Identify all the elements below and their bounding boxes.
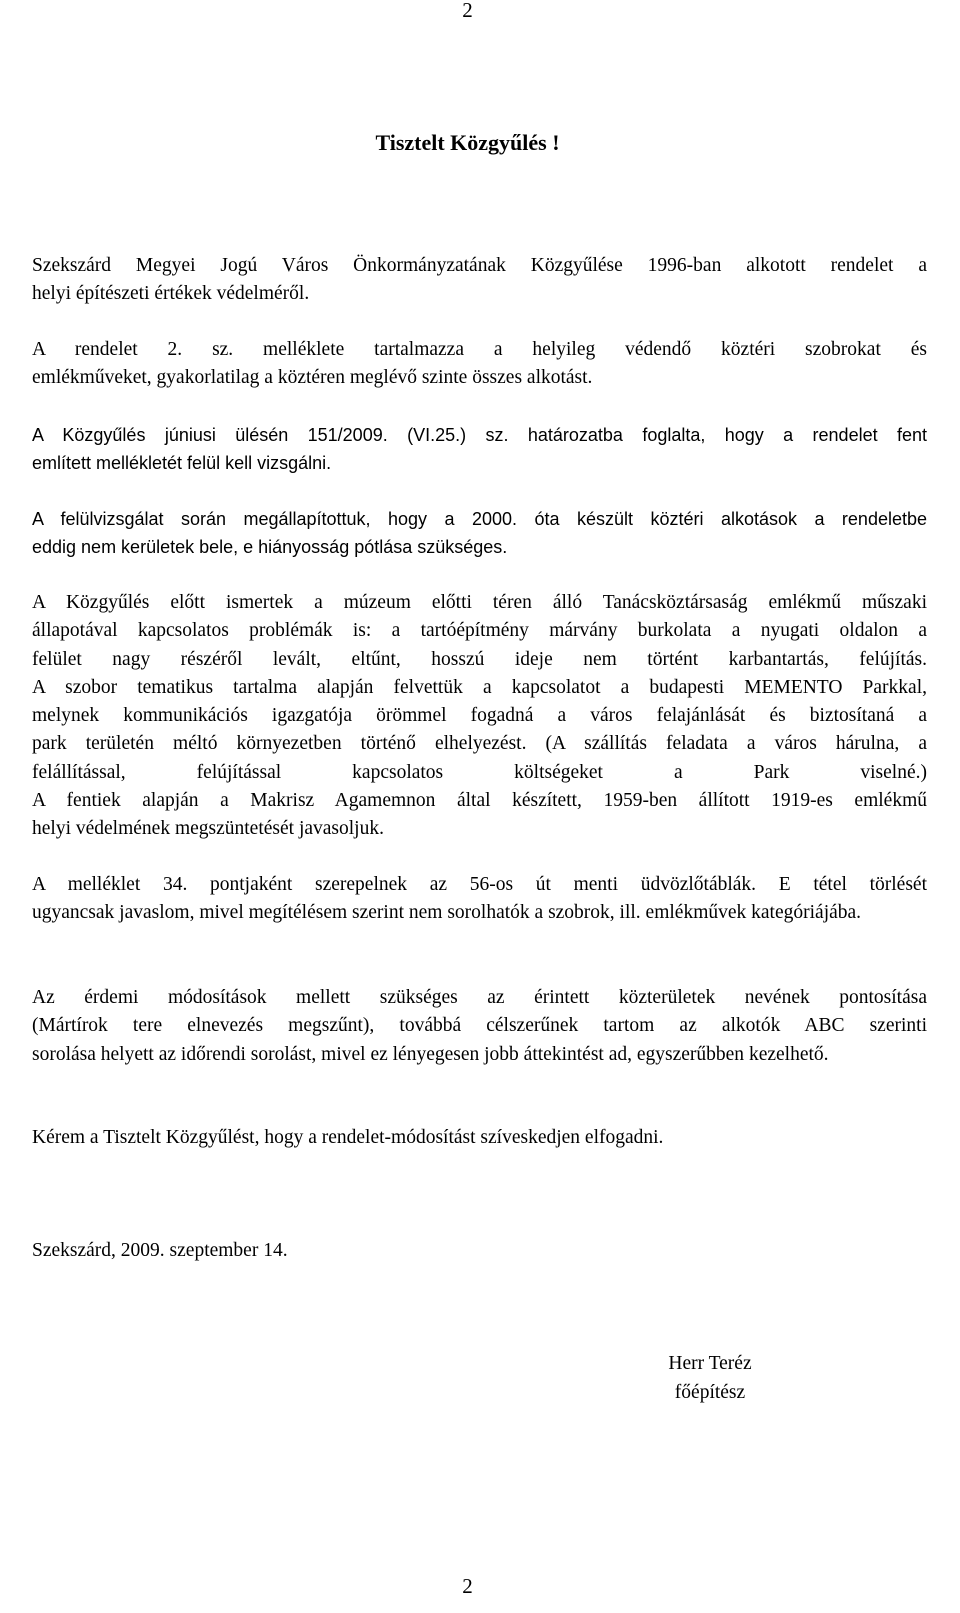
paragraph-annex xyxy=(32,336,927,393)
paragraph-signs xyxy=(32,871,927,928)
text-line: helyi védelmének megszüntetését javasoljuk. xyxy=(32,818,384,840)
text-line: kezelhető. xyxy=(748,1043,829,1065)
text-line: sorolása helyett az időrendi sorolást, mivel ez lényegesen jobb áttekintést ad, egyszerűbben xyxy=(32,1043,745,1065)
text-line: eddig nem kerületek bele, e hiányosság pótlása szükséges. xyxy=(32,537,508,558)
text-line: A szobor tematikus tartalma alapján felvettük a kapcsolatot a budapesti MEMENTO Parkkal, xyxy=(32,676,927,698)
text-line: Szekszárd Megyei Jogú Város Önkormányzatának Közgyűlése 1996-ban alkotott rendelet a xyxy=(32,255,927,276)
text-line: említett mellékletét felül kell vizsgálni. xyxy=(32,453,332,474)
text-line: A rendelet 2. sz. melléklete tartalmazza a helyileg védendő köztéri szobrokat és xyxy=(32,339,927,360)
text-line: helyi építészeti értékek védelméről. xyxy=(32,283,310,305)
text-line: emlékműveket, gyakorlatilag a köztéren meglévő szinte összes alkotást. xyxy=(32,367,593,389)
paragraph-modifications xyxy=(32,984,927,1069)
text-line: felállítással, felújítással kapcsolatos költségeket a Park viselné.) xyxy=(32,761,927,783)
text-line: Kérem a Tisztelt Közgyűlést, hogy a rendelet-módosítást szíveskedjen elfogadni. xyxy=(32,1127,664,1148)
text-line: A melléklet 34. pontjaként szerepelnek az 56-os út menti üdvözlőtáblák. E tétel törlését xyxy=(32,874,927,895)
paragraph-monument xyxy=(32,589,927,844)
paragraph-request xyxy=(32,1124,927,1152)
place-and-date: Szekszárd, 2009. szeptember 14. xyxy=(32,1240,288,1261)
text-line: melynek kommunikációs igazgatója örömmel fogadná a város felajánlását és biztosítaná a xyxy=(32,705,927,727)
text-line: park területén méltó környezetben történő elhelyezést. (A szállítás feladata a város hárulna, a xyxy=(32,733,927,755)
text-line: állapotával kapcsolatos problémák is: a tartóépítmény márvány burkolata a nyugati oldalon a xyxy=(32,620,927,642)
text-line: felület nagy részéről levált, eltűnt, hosszú ideje nem történt karbantartás, felújítás. xyxy=(32,648,927,670)
text-line: ugyancsak javaslom, mivel megítélésem szerint nem sorolhatók a szobrok, ill. emlékművek xyxy=(32,902,747,924)
paragraph-review xyxy=(32,505,927,562)
text-line: Az érdemi módosítások mellett szükséges az érintett közterületek nevének pontosítása xyxy=(32,987,927,1008)
signature-block xyxy=(630,1350,790,1407)
page-number-top: 2 xyxy=(462,0,473,22)
page-number-bottom: 2 xyxy=(462,1574,473,1598)
text-line: A Közgyűlés júniusi ülésén 151/2009. (VI.25.) sz. határozatba foglalta, hogy a rendelet fent xyxy=(32,425,927,445)
paragraph-intro xyxy=(32,252,927,309)
signatory-name: Herr Teréz xyxy=(668,1353,752,1374)
document-title: Tisztelt Közgyűlés ! xyxy=(375,130,560,155)
text-line: A felülvizsgálat során megállapítottuk, hogy a 2000. óta készült köztéri alkotások a rendeletbe xyxy=(32,509,927,529)
text-line: (Mártírok tere elnevezés megszűnt), továbbá célszerűnek tartom az alkotók ABC szerinti xyxy=(32,1015,927,1037)
text-line: A Közgyűlés előtt ismertek a múzeum előtti téren álló Tanácsköztársaság emlékmű műszaki xyxy=(32,592,927,613)
text-line: kategóriájába. xyxy=(751,902,862,924)
paragraph-resolution xyxy=(32,421,927,478)
text-line: A fentiek alapján a Makrisz Agamemnon által készített, 1959-ben állított 1919-es emlékmű xyxy=(32,790,927,812)
signatory-role: főépítész xyxy=(674,1381,746,1403)
